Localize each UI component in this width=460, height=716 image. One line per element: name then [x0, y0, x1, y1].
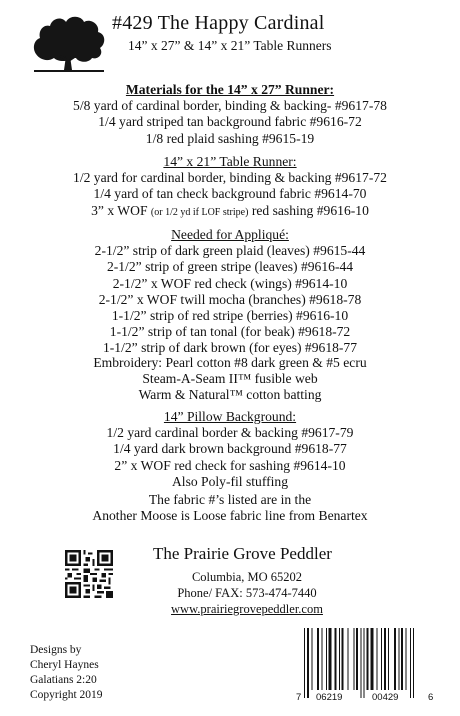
- barcode-bar: [366, 628, 368, 690]
- embroidery-line: Warm & Natural™ cotton batting: [138, 387, 322, 403]
- pattern-title: #429 The Happy Cardinal: [112, 12, 325, 34]
- barcode-bar: [342, 628, 344, 690]
- applique-line: 1-1/2” strip of tan tonal (for beak) #9618-72: [109, 324, 351, 340]
- barcode-icon: [296, 628, 436, 702]
- applique-line: 2-1/2” strip of dark green plaid (leaves) #9615-44: [94, 243, 366, 259]
- barcode-bar: [361, 628, 362, 698]
- embroidery-section: [0, 355, 460, 404]
- barcode-digit-group: 6: [428, 692, 434, 703]
- company-contact: [162, 569, 332, 617]
- pillow-line: 2” x WOF red check for sashing #9614-10: [114, 457, 346, 473]
- wof-note: (or 1/2 yd if LOF stripe): [150, 206, 249, 218]
- fabric-line-note: [0, 492, 460, 524]
- company-city: Columbia, MO 65202: [191, 570, 303, 584]
- note-line: Another Moose is Loose fabric line from Benartex: [92, 508, 368, 524]
- embroidery-line: Embroidery: Pearl cotton #8 dark green & #5 ecru: [93, 355, 367, 370]
- pillow-section: [0, 409, 460, 490]
- designer-line: Cheryl Haynes: [30, 659, 99, 671]
- barcode-digit-group: 7: [296, 692, 302, 703]
- barcode-bar: [377, 628, 378, 690]
- barcode-digit-group: 06219: [316, 692, 343, 703]
- materials-27-line: 5/8 yard of cardinal border, binding & backing- #9617-78: [73, 98, 387, 114]
- materials-27-line: 1/8 red plaid sashing #9615-19: [145, 130, 315, 146]
- barcode-bar: [371, 628, 374, 690]
- barcode-bar: [384, 628, 386, 690]
- applique-line: 1-1/2” strip of red stripe (berries) #9616-10: [111, 308, 349, 324]
- barcode-bar: [311, 628, 312, 690]
- barcode-bar: [348, 628, 349, 690]
- barcode-bar: [334, 628, 336, 690]
- embroidery-line: Steam-A-Seam II™ fusible web: [142, 371, 318, 387]
- applique-heading: Needed for Appliqué:: [171, 227, 289, 242]
- pillow-line: Also Poly-fil stuffing: [171, 473, 289, 489]
- barcode-bar: [394, 628, 396, 690]
- note-line: The fabric #’s listed are in the: [148, 492, 312, 507]
- barcode-bar: [353, 628, 354, 690]
- designer-credit: [30, 643, 103, 703]
- barcode-bar: [321, 628, 322, 690]
- pattern-subtitle: 14” x 27” & 14” x 21” Table Runners: [128, 38, 332, 53]
- barcode-bar: [339, 628, 340, 690]
- wof-prefix: 3” x WOF: [91, 202, 151, 218]
- barcode-bar: [307, 628, 309, 698]
- barcode-bar: [381, 628, 382, 690]
- barcode-bar: [304, 628, 305, 698]
- materials-27-section: [0, 82, 460, 147]
- applique-line: 1-1/2” strip of dark brown (for eyes) #9618-77: [102, 340, 358, 356]
- pillow-heading: 14” Pillow Background:: [163, 409, 297, 424]
- barcode-bar: [388, 628, 389, 690]
- materials-21-line: 1/2 yard for cardinal border, binding & backing #9617-72: [73, 170, 387, 186]
- designer-line: Galatians 2:20: [30, 674, 97, 686]
- oak-tree-icon: [30, 10, 108, 76]
- materials-21-heading: 14” x 21” Table Runner:: [163, 154, 297, 169]
- materials-27-heading: Materials for the 14” x 27” Runner:: [125, 82, 335, 97]
- designer-line: Designs by: [30, 644, 82, 656]
- materials-21-wof-line: [0, 203, 460, 221]
- barcode-bar: [398, 628, 399, 690]
- barcode-bar: [356, 628, 358, 690]
- applique-line: 2-1/2” strip of green stripe (leaves) #9616-44: [106, 259, 354, 275]
- designer-line: Copyright 2019: [30, 689, 103, 701]
- barcode-bar: [413, 628, 414, 698]
- applique-line: 2-1/2” x WOF red check (wings) #9614-10: [112, 275, 348, 291]
- company-name: The Prairie Grove Peddler: [153, 544, 332, 563]
- applique-section: [0, 227, 460, 357]
- barcode-bar: [329, 628, 332, 690]
- barcode-digit-group: 00429: [372, 692, 399, 703]
- pillow-line: 1/2 yard cardinal border & backing #9617-79: [106, 425, 354, 441]
- company-website-link[interactable]: www.prairiegrovepeddler.com: [171, 602, 323, 616]
- wof-suffix: red sashing #9616-10: [248, 202, 369, 218]
- barcode-bar: [410, 628, 411, 698]
- qr-code-icon: [65, 550, 113, 598]
- materials-21-section: [0, 154, 460, 221]
- barcode-bar: [317, 628, 319, 690]
- materials-21-line: 1/4 yard of tan check background fabric #9614-70: [93, 186, 367, 202]
- company-phone: Phone/ FAX: 573-474-7440: [177, 586, 317, 600]
- materials-27-line: 1/4 yard striped tan background fabric #9616-72: [98, 114, 362, 130]
- barcode-bar: [363, 628, 364, 698]
- barcode-bar: [406, 628, 407, 690]
- pillow-line: 1/4 yard dark brown background #9618-77: [113, 441, 347, 457]
- applique-line: 2-1/2” x WOF twill mocha (branches) #9618-78: [98, 291, 362, 307]
- barcode-bar: [326, 628, 327, 690]
- barcode-bar: [401, 628, 403, 690]
